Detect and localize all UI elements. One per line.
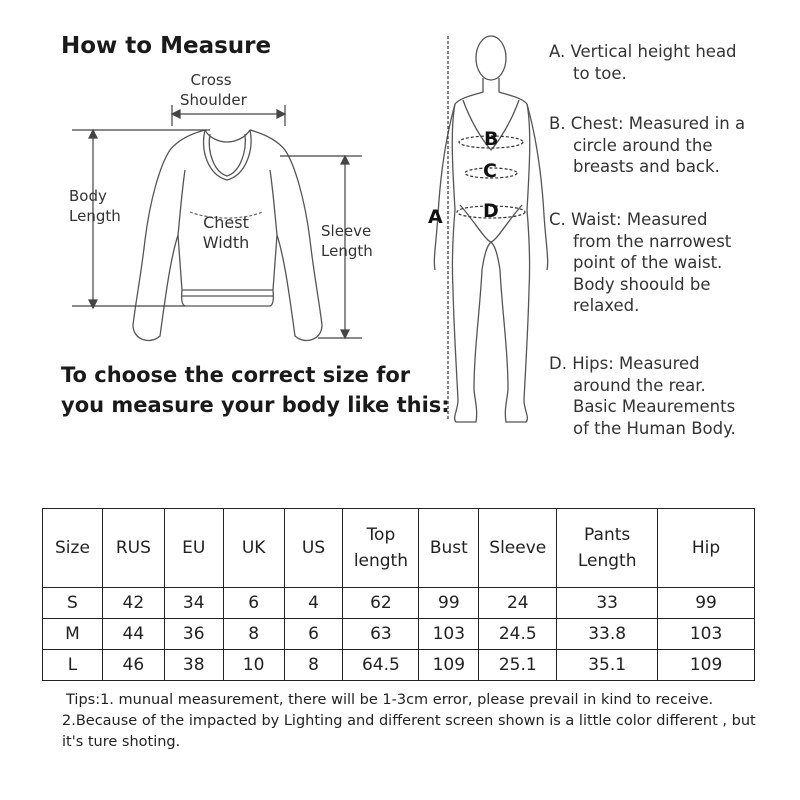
header-top-length (343, 509, 419, 588)
table-cell: M (43, 619, 103, 650)
table-cell: 44 (102, 619, 164, 650)
desc-c-line: Body shoould be (573, 274, 711, 294)
table-cell: 33.8 (557, 619, 658, 650)
table-cell: 109 (658, 650, 755, 681)
table-cell: 24.5 (479, 619, 557, 650)
header-eu: EU (164, 509, 223, 588)
table-cell: 25.1 (479, 650, 557, 681)
table-row (43, 650, 755, 681)
cross-shoulder-line2: Shoulder (180, 91, 247, 109)
tip-line: it's ture shoting. (62, 734, 181, 750)
header-top-length-text: Top length (353, 525, 408, 571)
desc-d-line: Basic Meaurements (573, 397, 736, 416)
cross-shoulder-label (180, 70, 247, 110)
table-cell: 99 (658, 588, 755, 619)
desc-a-line: to toe. (573, 63, 627, 83)
table-cell: 38 (164, 650, 223, 681)
sleeve-length-line1: Sleeve (321, 222, 372, 240)
header-hip: Hip (658, 509, 755, 588)
chest-width-label (196, 213, 256, 253)
table-cell: 4 (284, 588, 343, 619)
page-title: How to Measure (61, 33, 272, 59)
table-cell: 109 (419, 650, 479, 681)
desc-b-line: breasts and back. (573, 157, 720, 176)
table-cell: 46 (102, 650, 164, 681)
table-cell: 62 (343, 588, 419, 619)
table-cell: 34 (164, 588, 223, 619)
letter-d: D (483, 200, 499, 222)
desc-c-line: relaxed. (573, 296, 640, 315)
table-row (43, 619, 755, 650)
header-pants-length (557, 509, 658, 588)
table-cell: 63 (343, 619, 419, 650)
table-cell: 36 (164, 619, 223, 650)
sleeve-length-label (321, 221, 373, 261)
desc-b (549, 113, 745, 178)
header-size: Size (43, 509, 103, 588)
letter-a: A (428, 206, 443, 228)
table-cell: 42 (102, 588, 164, 619)
header-sleeve: Sleeve (479, 509, 557, 588)
desc-b-line: circle around the (573, 135, 713, 155)
header-us: US (284, 509, 343, 588)
table-cell: 103 (419, 619, 479, 650)
human-body-drawing (434, 36, 547, 422)
letter-b: B (484, 128, 499, 150)
desc-c-line: point of the waist. (573, 253, 723, 272)
table-cell: 6 (284, 619, 343, 650)
size-chart-table (42, 508, 755, 681)
table-cell: 33 (557, 588, 658, 619)
table-cell: 103 (658, 619, 755, 650)
header-bust: Bust (419, 509, 479, 588)
chest-width-line2: Width (202, 233, 250, 252)
table-cell: 99 (419, 588, 479, 619)
header-pants-length-text: Pants Length (577, 525, 637, 571)
table-cell: 8 (284, 650, 343, 681)
choose-line1: To choose the correct size for (61, 363, 411, 387)
desc-c-line: from the narrowest (573, 231, 732, 251)
table-cell: L (43, 650, 103, 681)
desc-d-line: of the Human Body. (573, 418, 736, 438)
table-cell: 24 (479, 588, 557, 619)
desc-d-title: D. Hips: Measured (549, 354, 700, 373)
table-row (43, 588, 755, 619)
desc-c (549, 209, 731, 317)
table-cell: 8 (223, 619, 284, 650)
header-uk: UK (223, 509, 284, 588)
table-cell: S (43, 588, 103, 619)
cross-shoulder-line1: Cross (190, 71, 232, 89)
table-cell: 64.5 (343, 650, 419, 681)
chest-width-line1: Chest (203, 213, 249, 232)
desc-c-title: C. Waist: Measured (549, 210, 708, 229)
letter-c: C (483, 160, 497, 182)
table-header-row (43, 509, 755, 588)
desc-b-title: B. Chest: Measured in a (549, 114, 746, 133)
desc-d (549, 353, 736, 439)
desc-a (549, 41, 737, 84)
desc-d-line: around the rear. (573, 375, 706, 395)
tip-line: Tips:1. munual measurement, there will be 1-3cm error, please prevail in kind to receive. (66, 692, 714, 708)
body-length-line1: Body (69, 187, 107, 205)
choose-size-text (61, 360, 450, 420)
tips-text (62, 690, 766, 753)
body-length-label (69, 186, 121, 226)
body-length-line2: Length (69, 207, 121, 225)
table-cell: 10 (223, 650, 284, 681)
desc-a-title: A. Vertical height head (549, 42, 737, 61)
sleeve-length-line2: Length (321, 242, 373, 260)
tip-line: 2.Because of the impacted by Lighting and different screen shown is a little color different , but (62, 713, 756, 729)
header-rus: RUS (102, 509, 164, 588)
table-cell: 35.1 (557, 650, 658, 681)
choose-line2: you measure your body like this: (61, 393, 450, 417)
table-cell: 6 (223, 588, 284, 619)
